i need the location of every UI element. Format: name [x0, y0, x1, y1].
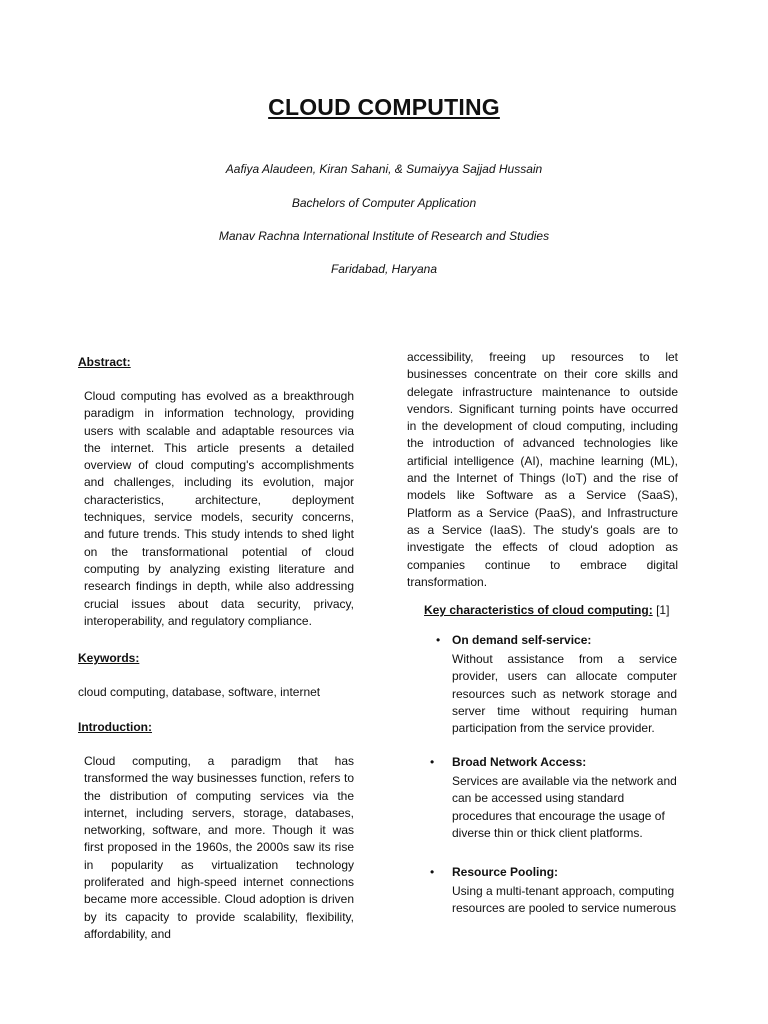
keywords-text: cloud computing, database, software, internet [78, 685, 321, 699]
abstract-text: Cloud computing has evolved as a breakthrough paradigm in information technology, providing users with scalable and adaptable resources via the internet. This article presents a detailed overview of cloud computing's accomplishments and challenges, including its evolution, major characteristics, architecture, deployment techniques, service models, security concerns, and future trends. This study intends to shed light on the transformational potential of cloud computing by analyzing existing literature and research findings in depth, while also addressing crucial issues about data security, privacy, interoperability, and regulatory compliance. [84, 389, 354, 628]
citation: [1] [656, 603, 670, 617]
bullet-title: Resource Pooling: [452, 865, 559, 879]
bullet-icon: • [430, 865, 435, 879]
bullet-title: Broad Network Access: [452, 755, 587, 769]
introduction-heading: Introduction: [78, 720, 152, 734]
key-characteristics-title [424, 603, 669, 617]
bullet-icon: • [430, 755, 435, 769]
paper-title: CLOUD COMPUTING [268, 94, 500, 120]
bullet-text: Using a multi-tenant approach, computing resources are pooled to service numerous [452, 884, 677, 916]
key-characteristics-heading: Key characteristics of cloud computing: [424, 603, 653, 617]
location: Faridabad, Haryana [330, 262, 438, 276]
degree: Bachelors of Computer Application [291, 196, 477, 210]
institute: Manav Rachna International Institute of Research and Studies [218, 229, 550, 243]
introduction-continuation: accessibility, freeing up resources to let businesses concentrate on their core skills and delegate infrastructure maintenance to outside vendors. Significant turning points have occurred in the development of cloud computing, including the introduction of advanced technologies like artificial intelligence (AI), machine learning (ML), and the Internet of Things (IoT) and the rise of models like Software as a Service (SaaS), Platform as a Service (PaaS), and Infrastructure as a Service (IaaS). The study's goals are to investigate the effects of cloud adoption as companies continue to embrace digital transformation. [407, 350, 678, 589]
bullet-text: Without assistance from a service provider, users can allocate computer resources such as network storage and server time without requiring human participation from the service provider. [452, 652, 677, 736]
bullet-icon: • [436, 633, 441, 647]
authors: Aafiya Alaudeen, Kiran Sahani, & Sumaiyya Sajjad Hussain [225, 162, 543, 176]
bullet-title: On demand self-service: [452, 633, 592, 647]
keywords-heading: Keywords: [78, 651, 140, 665]
abstract-heading: Abstract: [78, 355, 131, 369]
bullet-text: Services are available via the network and can be accessed using standard procedures that encourage the usage of diverse thin or thick client platforms. [452, 774, 677, 840]
introduction-text: Cloud computing, a paradigm that has transformed the way businesses function, refers to the distribution of computing services via the internet, including servers, storage, databases, networking, software, and more. Though it was first proposed in the 1960s, the 2000s saw its rise in popularity as virtualization technology proliferated and high-speed internet connections became more accessible. Cloud adoption is driven by its capacity to provide scalability, flexibility, affordability, and [84, 754, 354, 941]
